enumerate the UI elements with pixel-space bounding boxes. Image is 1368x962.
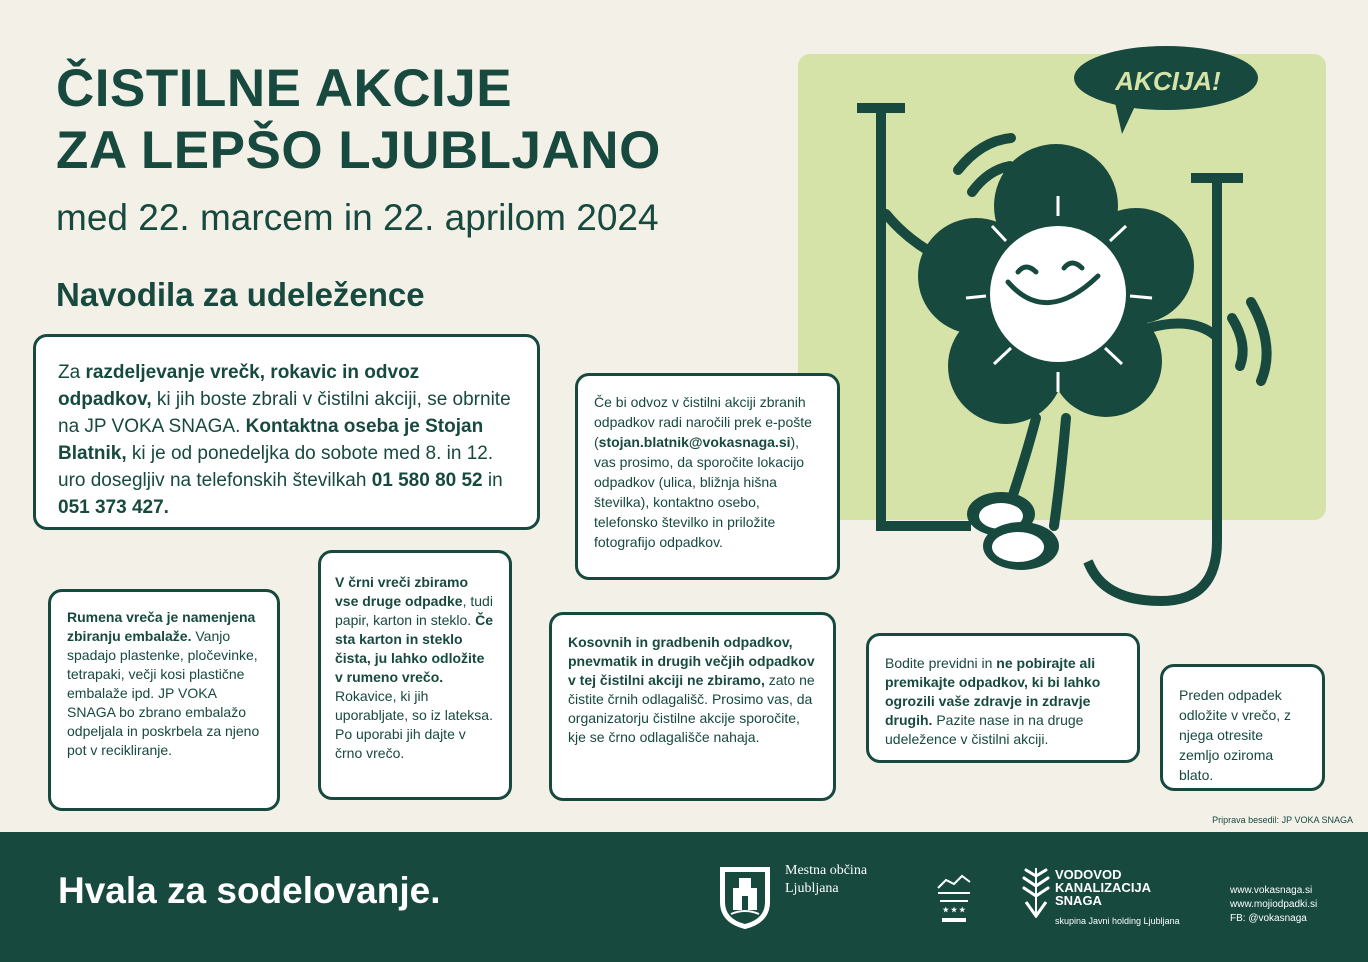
info-box-safety: Bodite previdni in ne pobirajte ali premikajte odpadkov, ki bi lahko ogrozili vaše zdravje in zdravje drugih. Pazite nase in na druge udeležence v čistilni akciji. xyxy=(866,633,1140,763)
text-credit: Priprava besedil: JP VOKA SNAGA xyxy=(1212,815,1353,825)
link-vokasnaga[interactable]: www.vokasnaga.si xyxy=(1230,885,1313,896)
title-line-2: ZA LEPŠO LJUBLJANO xyxy=(56,121,661,180)
link-facebook[interactable]: FB: @vokasnaga xyxy=(1230,913,1307,924)
date-range: med 22. marcem in 22. aprilom 2024 xyxy=(56,197,659,238)
footer-links xyxy=(1230,884,1317,926)
info-box-shake-soil: Preden odpadek odložite v vrečo, z njega otresite zemljo oziroma blato. xyxy=(1160,664,1325,791)
vks-logo-text: VODOVOD KANALIZACIJA SNAGA xyxy=(1055,867,1152,908)
vks-subtitle: skupina Javni holding Ljubljana xyxy=(1055,916,1180,926)
ljubljana-crest-icon xyxy=(717,864,773,930)
mol-logo-text: Mestna občina Ljubljana xyxy=(785,863,868,896)
title-line-1: ČISTILNE AKCIJE xyxy=(56,59,513,118)
speech-bubble-text: AKCIJA! xyxy=(1115,66,1221,96)
thank-you-message: Hvala za sodelovanje. xyxy=(58,870,441,911)
svg-text:★ ★ ★: ★ ★ ★ xyxy=(942,907,966,914)
link-mojiodpadki[interactable]: www.mojiodpadki.si xyxy=(1230,899,1318,910)
poster-title xyxy=(56,58,661,182)
info-box-yellow-bag: Rumena vreča je namenjena zbiranju embalaže. Vanjo spadajo plastenke, pločevinke, tetrapaki, večji kosi plastične embalaže ipd. JP VOKA SNAGA bo zbrano embalažo odpeljala in poskrbela za njeno pot v recikliranje. xyxy=(48,589,280,811)
info-box-black-bag: V črni vreči zbiramo vse druge odpadke, tudi papir, karton in steklo. Če sta karton in steklo čista, ju lahko odložite v rumeno vrečo. Rokavice, ki jih uporabljate, so iz lateksa. Po uporabi jih dajte v črno vrečo. xyxy=(318,550,512,800)
email-address: stojan.blatnik@vokasnaga.si xyxy=(598,434,791,450)
vks-leaf-icon xyxy=(1020,866,1052,918)
green-capital-logo-icon xyxy=(930,862,978,928)
info-box-email-order: Če bi odvoz v čistilni akciji zbranih odpadkov radi naročili prek e-pošte (stojan.blatnik@vokasnaga.si), vas prosimo, da sporočite lokacijo odpadkov (ulica, bližnja hišna številka), kontaktno osebo, telefonsko številko in priložite fotografijo odpadkov. xyxy=(575,373,840,580)
flower-mascot-illustration xyxy=(796,46,1336,626)
info-box-bulky-waste: Kosovnih in gradbenih odpadkov, pnevmatik in drugih večjih odpadkov v tej čistilni akciji ne zbiramo, zato ne čistite črnih odlagališč. Prosimo vas, da organizatorju čistilne akcije sporočite, kje se črno odlagališče nahaja. xyxy=(549,612,836,801)
section-heading: Navodila za udeležence xyxy=(56,276,425,313)
mascot-face xyxy=(990,226,1126,362)
info-box-contact: Za razdeljevanje vrečk, rokavic in odvoz odpadkov, ki jih boste zbrali v čistilni akciji, se obrnite na JP VOKA SNAGA. Kontaktna oseba je Stojan Blatnik, ki je od ponedeljka do sobote med 8. in 12. uro dosegljiv na telefonskih številkah 01 580 80 52 in 051 373 427. xyxy=(33,334,540,530)
footer-bar xyxy=(0,832,1368,962)
